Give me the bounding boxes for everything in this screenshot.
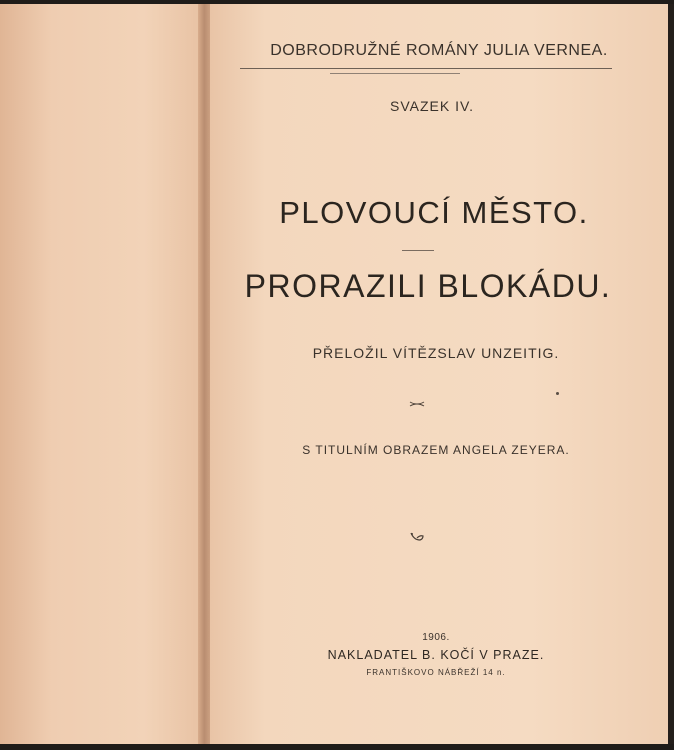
header-rule-short [330,73,460,74]
title-separator [402,250,434,251]
header-rule [240,68,612,69]
left-blank-page [0,4,206,744]
ornament-icon [408,398,426,410]
page-edge [668,4,674,744]
leaf-ornament-icon [408,530,426,544]
volume-number: SVAZEK IV. [390,98,474,114]
series-title: DOBRODRUŽNÉ ROMÁNY JULIA VERNEA. [270,42,608,59]
frontispiece-credit: S TITULNÍM OBRAZEM ANGELA ZEYERA. [302,443,570,457]
translator-credit: PŘELOŽIL VÍTĚZSLAV UNZEITIG. [312,345,560,361]
title-page-content [210,0,668,750]
paper-speck [556,392,559,395]
publisher: NAKLADATEL B. KOČÍ V PRAZE. [327,648,545,662]
publication-year: 1906. [422,632,450,643]
book-title-first: PLOVOUCÍ MĚSTO. [279,195,589,230]
publisher-address: FRANTIŠKOVO NÁBŘEŽÍ 14 n. [366,668,506,677]
book-title-second: PRORAZILI BLOKÁDU. [244,268,612,304]
